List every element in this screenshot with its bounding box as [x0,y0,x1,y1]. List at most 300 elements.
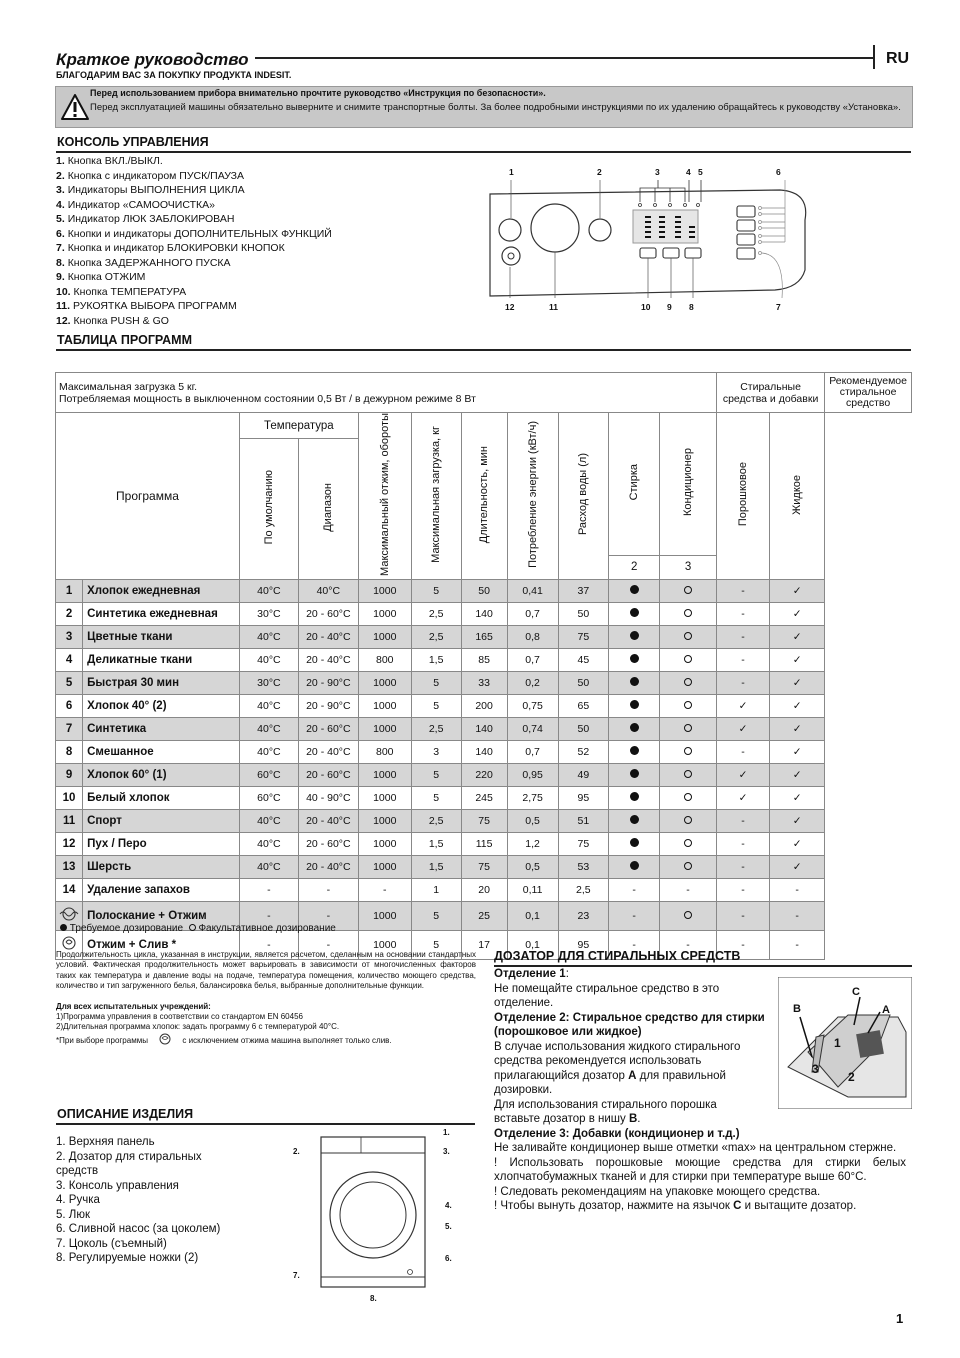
duration-cell: 33 [461,671,507,694]
max-spin-cell: 1000 [358,694,411,717]
warning-line-2: Перед эксплуатацией машины обязательно выверните и снимите транспортные болты. За более подробными инструкциями по их удалению обращайтесь к руководству «Установка». [90,102,901,113]
max-load-cell: 5 [411,901,461,930]
duration-cell: 17 [461,930,507,959]
program-number-cell: 14 [56,878,83,901]
softener-compartment-number: 3 [660,555,717,579]
required-dot-icon [630,631,639,640]
program-number-cell: 12 [56,832,83,855]
max-load-cell: 5 [411,671,461,694]
callout-4: 4 [686,167,691,177]
max-load-cell: 1,5 [411,832,461,855]
program-number-cell: 9 [56,763,83,786]
label-2: 2. [293,1147,300,1156]
list-item: 3. Консоль управления [56,1179,179,1192]
console-heading: КОНСОЛЬ УПРАВЛЕНИЯ [57,135,209,149]
softener-dosing-cell [660,855,717,878]
wash-dosing-cell [609,786,660,809]
energy-cell: 0,75 [507,694,558,717]
optional-ring-icon [684,770,692,778]
page-title: Краткое руководство [56,50,249,69]
wash-header: Стирка [628,464,641,501]
max-spin-cell: 1000 [358,625,411,648]
table-row [56,694,912,717]
callout-3: 3 [655,167,660,177]
warning-line-1: Перед использованием прибора внимательно прочтите руководство «Инструкция по безопасности». [90,88,546,98]
label-3: 3. [443,1147,450,1156]
max-load-cell: 1,5 [411,855,461,878]
duration-cell: 140 [461,602,507,625]
optional-ring-icon [684,701,692,709]
list-item: 7. Кнопка и индикатор БЛОКИРОВКИ КНОПОК [56,242,285,254]
table-row [56,671,912,694]
max-spin-cell: 1000 [358,832,411,855]
max-spin-cell: 800 [358,648,411,671]
table-legend: Требуемое дозирование Факультативное дозирование [60,923,336,934]
duration-cell: 50 [461,579,507,602]
required-dot-icon [630,654,639,663]
fig-label-1: 1 [834,1036,841,1050]
temp-range-cell: 20 - 90°C [298,671,358,694]
wash-dosing-cell [609,579,660,602]
program-number-cell: 8 [56,740,83,763]
powder-cell: - [716,602,769,625]
list-item: 8. Кнопка ЗАДЕРЖАННОГО ПУСКА [56,256,231,269]
list-item: 8. Регулируемые ножки (2) [56,1252,199,1264]
liquid-cell: ✓ [770,579,825,602]
optional-ring-icon [684,747,692,755]
callout-12: 12 [505,302,515,312]
console-heading-rule [56,151,911,153]
temp-range-cell: 20 - 90°C [298,694,358,717]
required-dot-icon [630,700,639,709]
powder-cell: ✓ [716,694,769,717]
max-load-cell: 5 [411,694,461,717]
energy-cell: 0,95 [507,763,558,786]
water-cell: 52 [558,740,609,763]
max-spin-cell: 1000 [358,855,411,878]
footnotes: Продолжительность цикла, указанная в инструкции, является расчетом, сделанным на основании стандартных условий. Фактическая продолжительность может варьировать в зависимости от многочисленных факторов таких как температура и давление воды на подаче, температура помещения, количество моющего средства, количество и тип загруженного белья, балансировка белья, выбранные дополнительные функции. Для всех испытательных учреждений: 1)Программа управления в соответствии со стандартом EN 60456 2)Длительная программа хлопок: задать программу 6 с температурой 40°C. *При выборе программы с исключением отжима машина выполняет только слив. [56,950,476,1045]
liquid-cell: - [770,878,825,901]
label-5: 5. [445,1222,452,1231]
program-name-cell: Синтетика ежедневная [83,602,240,625]
default-temp-cell: 40°C [239,717,298,740]
optional-ring-icon [684,655,692,663]
liquid-cell: ✓ [770,832,825,855]
fig-label-a: A [882,1004,890,1016]
powder-cell: - [716,648,769,671]
page-subtitle: БЛАГОДАРИМ ВАС ЗА ПОКУПКУ ПРОДУКТА INDESIT. [56,70,292,80]
list-item: 3. Индикаторы ВЫПОЛНЕНИЯ ЦИКЛА [56,184,245,196]
recommended-header: Рекомендуемое стиральное средство [825,373,912,413]
table-row [56,740,912,763]
default-temp-cell: - [239,901,298,930]
energy-header: Потребление энергии (кВт/ч) [526,421,539,568]
required-dot-icon [630,792,639,801]
default-temp-cell: 40°C [239,740,298,763]
water-cell: 37 [558,579,609,602]
label-4: 4. [445,1201,452,1210]
water-cell: 75 [558,832,609,855]
program-name-cell: Цветные ткани [83,625,240,648]
max-load-cell: 2,5 [411,625,461,648]
required-dot-icon [630,838,639,847]
table-row [56,717,912,740]
energy-cell: 1,2 [507,832,558,855]
required-dot-icon [630,585,639,594]
required-dot-icon [60,924,67,931]
program-name-cell: Удаление запахов [83,878,240,901]
list-item: 10. Кнопка ТЕМПЕРАТУРА [56,285,187,298]
duration-header: Длительность, мин [478,445,491,544]
energy-cell: 0,8 [507,625,558,648]
water-cell: 2,5 [558,878,609,901]
liquid-cell: ✓ [770,763,825,786]
default-temp-cell: 40°C [239,809,298,832]
range-temp-header: Диапазон [322,483,335,532]
temp-range-cell: 20 - 40°C [298,809,358,832]
max-load-cell: 3 [411,740,461,763]
default-temp-cell: 60°C [239,763,298,786]
wash-dosing-cell [609,809,660,832]
optional-ring-icon [684,724,692,732]
energy-cell: 0,1 [507,901,558,930]
program-number-cell: 7 [56,717,83,740]
wash-dosing-cell [609,740,660,763]
duration-cell: 245 [461,786,507,809]
duration-cell: 200 [461,694,507,717]
program-number-cell: 4 [56,648,83,671]
list-item: 5. Индикатор ЛЮК ЗАБЛОКИРОВАН [56,213,235,225]
max-spin-cell: - [358,878,411,901]
temperature-header: Температура [239,413,358,439]
wash-dosing-cell [609,832,660,855]
liquid-cell: ✓ [770,809,825,832]
program-name-cell: Синтетика [83,717,240,740]
water-cell: 50 [558,717,609,740]
table-row [56,786,912,809]
default-temp-cell: 40°C [239,855,298,878]
programs-table [55,372,912,960]
table-row [56,625,912,648]
temp-range-cell: 20 - 40°C [298,855,358,878]
dispenser-text: Отделение 1: Не помещайте стиральное средство в это отделение. Отделение 2: Стиральное средство для стирки (порошковое или жидкое) В случае использования жидкого стирального средства рекомендуется использовать прилагающийся дозатор A для правильной дозировки. Для использования стирального порошка вставьте дозатор в нишу B. Отделение 3: Добавки (кондиционер и т.д.) Не заливайте кондиционер выше отметки «max» на центральном стержне. ! Использовать порошковые моющие средства для стирки белых хлопчатобумажных тканей и для стирки при температуре выше 60°С. ! Следовать рекомендациям на упаковке моющего средства. ! Чтобы вынуть дозатор, нажмите на язычок C и вытащите дозатор. [494,968,906,1212]
softener-dosing-cell [660,740,717,763]
softener-dosing-cell [660,671,717,694]
temp-range-cell: 40°C [298,579,358,602]
list-item: 9. Кнопка ОТЖИМ [56,271,146,283]
program-number-cell: 1 [56,579,83,602]
default-temp-cell: 60°C [239,786,298,809]
wash-dosing-cell: - [609,930,660,959]
optional-ring-icon [684,632,692,640]
powder-cell: - [716,878,769,901]
optional-ring-icon [684,609,692,617]
program-number-cell: 2 [56,602,83,625]
table-row [56,648,912,671]
energy-cell: 0,7 [507,602,558,625]
max-spin-cell: 1000 [358,602,411,625]
duration-cell: 85 [461,648,507,671]
liquid-cell: ✓ [770,648,825,671]
liquid-cell: ✓ [770,602,825,625]
program-name-cell: Смешанное [83,740,240,763]
callout-5: 5 [698,167,703,177]
required-dot-icon [630,815,639,824]
list-item: 1. Кнопка ВКЛ./ВЫКЛ. [56,155,163,167]
liquid-cell: - [770,901,825,930]
max-spin-cell: 1000 [358,763,411,786]
water-cell: 95 [558,930,609,959]
softener-dosing-cell [660,648,717,671]
table-row [56,763,912,786]
program-column-header: Программа [56,413,240,580]
list-item: 5. Люк [56,1208,90,1221]
max-load-cell: 5 [411,763,461,786]
energy-cell: 0,2 [507,671,558,694]
program-name-cell: Хлопок 40° (2) [83,694,240,717]
powder-cell: - [716,671,769,694]
powder-cell: - [716,832,769,855]
energy-cell: 2,75 [507,786,558,809]
optional-ring-icon [684,862,692,870]
liquid-cell: ✓ [770,671,825,694]
softener-header: Кондиционер [682,448,695,517]
powder-cell: - [716,625,769,648]
fig-label-c: C [852,986,860,998]
callout-2: 2 [597,167,602,177]
program-number-cell: 13 [56,855,83,878]
program-number-cell: 11 [56,809,83,832]
powder-cell: - [716,740,769,763]
max-spin-cell: 800 [358,740,411,763]
duration-cell: 165 [461,625,507,648]
liquid-cell: ✓ [770,740,825,763]
wash-dosing-cell: - [609,901,660,930]
powder-cell: - [716,809,769,832]
table-row [56,855,912,878]
optional-ring-icon [684,678,692,686]
liquid-cell: ✓ [770,625,825,648]
list-item: 7. Цоколь (съемный) [56,1237,167,1250]
wash-dosing-cell [609,602,660,625]
softener-dosing-cell [660,625,717,648]
label-1: 1. [443,1128,450,1137]
energy-cell: 0,1 [507,930,558,959]
max-load-cell: 2,5 [411,717,461,740]
optional-ring-icon [684,816,692,824]
energy-cell: 0,74 [507,717,558,740]
softener-dosing-cell [660,901,717,930]
programs-heading-rule [56,349,911,351]
spin-drain-icon [150,1033,180,1045]
powder-cell: - [716,901,769,930]
washing-machine-diagram [285,1125,465,1310]
program-number-cell: 3 [56,625,83,648]
temp-range-cell: 20 - 60°C [298,763,358,786]
required-dot-icon [630,608,639,617]
program-name-cell: Шерсть [83,855,240,878]
softener-dosing-cell [660,694,717,717]
program-name-cell: Отжим + Слив * [83,930,240,959]
water-cell: 51 [558,809,609,832]
temp-range-cell: 20 - 60°C [298,717,358,740]
default-temp-cell: 30°C [239,671,298,694]
default-temp-header: По умолчанию [262,470,275,545]
callout-9: 9 [667,302,672,312]
wash-dosing-cell [609,855,660,878]
duration-cell: 75 [461,855,507,878]
softener-dosing-cell [660,717,717,740]
default-temp-cell: - [239,878,298,901]
water-cell: 65 [558,694,609,717]
program-name-cell: Хлопок 60° (1) [83,763,240,786]
default-temp-cell: 40°C [239,648,298,671]
optional-ring-icon [684,839,692,847]
wash-dosing-cell [609,648,660,671]
required-dot-icon [630,723,639,732]
default-temp-cell: 40°C [239,579,298,602]
program-name-cell: Белый хлопок [83,786,240,809]
powder-cell: - [716,930,769,959]
max-load-cell: 5 [411,786,461,809]
max-spin-cell: 1000 [358,786,411,809]
wash-dosing-cell: - [609,878,660,901]
list-item: 6. Сливной насос (за цоколем) [56,1223,221,1235]
default-temp-cell: 40°C [239,832,298,855]
water-cell: 49 [558,763,609,786]
title-rule [255,57,873,59]
language-code: RU [886,50,910,67]
optional-ring-icon [684,911,692,919]
water-cell: 45 [558,648,609,671]
max-load-cell: 5 [411,579,461,602]
required-dot-icon [630,769,639,778]
temp-range-cell: - [298,901,358,930]
temp-range-cell: 20 - 40°C [298,648,358,671]
temp-range-cell: 20 - 40°C [298,625,358,648]
max-spin-cell: 1000 [358,809,411,832]
powder-cell: ✓ [716,717,769,740]
title-rule-end [873,45,875,69]
program-name-cell: Пух / Перо [83,832,240,855]
water-header: Расход воды (л) [577,453,590,536]
label-6: 6. [445,1254,452,1263]
default-temp-cell: 30°C [239,602,298,625]
softener-dosing-cell [660,602,717,625]
wash-compartment-number: 2 [609,555,660,579]
liquid-cell: - [770,930,825,959]
energy-cell: 0,5 [507,809,558,832]
energy-cell: 0,7 [507,648,558,671]
list-item: 4. Индикатор «САМООЧИСТКА» [56,198,215,211]
water-cell: 23 [558,901,609,930]
temp-range-cell: - [298,930,358,959]
max-load-cell: 1 [411,878,461,901]
default-temp-cell: - [239,930,298,959]
rinse-spin-icon [58,906,80,922]
programs-heading: ТАБЛИЦА ПРОГРАММ [57,333,192,347]
softener-dosing-cell: - [660,878,717,901]
program-number-cell: 10 [56,786,83,809]
water-cell: 95 [558,786,609,809]
duration-cell: 140 [461,717,507,740]
program-number-cell: 5 [56,671,83,694]
callout-11: 11 [549,302,558,312]
list-item: 4. Ручка [56,1194,100,1206]
liquid-cell: ✓ [770,786,825,809]
load-header: Максимальная загрузка, кг [430,426,443,563]
powder-cell: - [716,855,769,878]
required-dot-icon [630,861,639,870]
program-name-cell: Быстрая 30 мин [83,671,240,694]
temp-range-cell: 20 - 40°C [298,740,358,763]
list-item: 1. Верхняя панель [56,1136,155,1148]
list-item: 6. Кнопки и индикаторы ДОПОЛНИТЕЛЬНЫХ ФУНКЦИЙ [56,227,332,240]
energy-cell: 0,7 [507,740,558,763]
wash-dosing-cell [609,763,660,786]
duration-cell: 115 [461,832,507,855]
liquid-cell: ✓ [770,717,825,740]
softener-dosing-cell [660,763,717,786]
program-name-cell: Спорт [83,809,240,832]
temp-range-cell: 40 - 90°C [298,786,358,809]
callout-10: 10 [641,302,651,312]
max-load-cell: 2,5 [411,602,461,625]
default-temp-cell: 40°C [239,625,298,648]
callout-8: 8 [689,302,694,312]
callout-6: 6 [776,167,781,177]
table-row [56,809,912,832]
energy-cell: 0,5 [507,855,558,878]
table-row [56,878,912,901]
optional-ring-icon [189,924,196,931]
water-cell: 53 [558,855,609,878]
softener-dosing-cell [660,579,717,602]
required-dot-icon [630,677,639,686]
fig-label-b: B [793,1003,801,1015]
duration-cell: 20 [461,878,507,901]
max-spin-cell: 1000 [358,579,411,602]
page-number: 1 [896,1311,904,1326]
energy-cell: 0,11 [507,878,558,901]
program-name-cell: Хлопок ежедневная [83,579,240,602]
callout-1: 1 [509,167,514,177]
wash-dosing-cell [609,625,660,648]
wash-dosing-cell [609,717,660,740]
table-info: Максимальная загрузка 5 кг. Потребляемая мощность в выключенном состоянии 0,5 Вт / в дежурном режиме 8 Вт [56,373,717,413]
fig-label-3: 3 [812,1062,819,1076]
table-row [56,602,912,625]
program-number-cell: 6 [56,694,83,717]
wash-dosing-cell [609,694,660,717]
duration-cell: 25 [461,901,507,930]
required-dot-icon [630,746,639,755]
duration-cell: 140 [461,740,507,763]
table-row [56,579,912,602]
liquid-header: Жидкое [791,474,804,515]
powder-cell: ✓ [716,786,769,809]
control-panel-diagram [485,160,915,320]
detergents-header: Стиральные средства и добавки [716,373,824,413]
energy-cell: 0,41 [507,579,558,602]
list-item: 12. Кнопка PUSH & GO [56,314,169,327]
program-name-cell: Полоскание + Отжим [83,901,240,930]
max-spin-cell: 1000 [358,717,411,740]
max-spin-cell: 1000 [358,671,411,694]
program-name-cell: Деликатные ткани [83,648,240,671]
water-cell: 50 [558,671,609,694]
console-list [56,154,332,328]
